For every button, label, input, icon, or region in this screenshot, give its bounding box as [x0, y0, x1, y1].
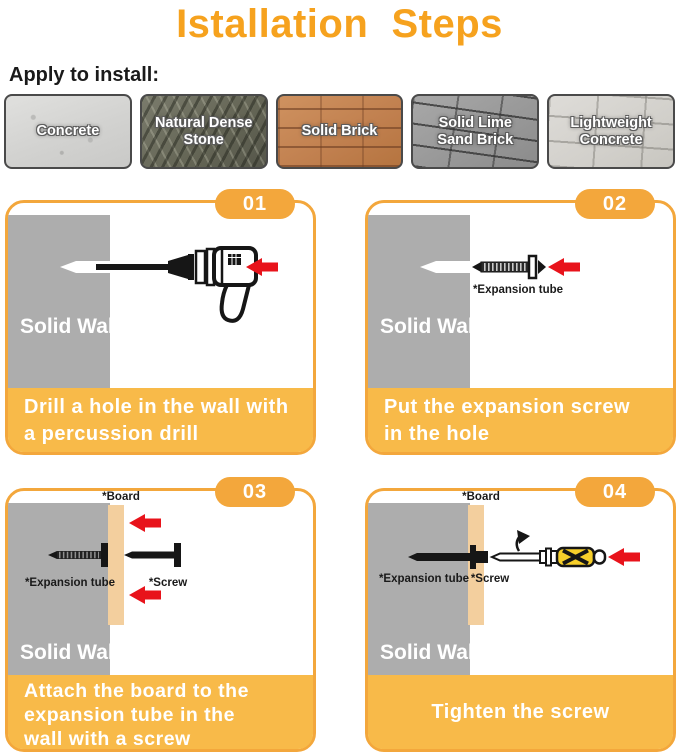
solid-wall-block	[368, 215, 470, 388]
caption-line: Put the expansion screw	[384, 396, 631, 418]
expansion-tube-label: *Expansion tube	[24, 577, 116, 589]
board-label: *Board	[102, 491, 140, 503]
step-number-badge: 04	[575, 477, 655, 507]
step1-illustration	[8, 203, 313, 388]
step-panel-2	[365, 193, 676, 455]
caption-line: in the hole	[384, 423, 490, 445]
solid-wall-label: Solid Wall	[380, 641, 480, 664]
material-label: Lightweight	[570, 115, 652, 132]
caption-line: wall with a screw	[24, 728, 191, 749]
caption-line: Attach the board to the	[24, 680, 249, 702]
caption-line: expansion tube in the	[24, 704, 235, 726]
expansion-tube-label: *Expansion tube	[378, 573, 470, 585]
step-panel-body	[368, 491, 673, 749]
solid-wall-label: Solid Wall	[20, 315, 120, 338]
material-tile-natural-dense-stone	[140, 94, 268, 169]
step-panel-body	[368, 203, 673, 452]
step-number-badge: 01	[215, 189, 295, 219]
step-caption	[8, 388, 313, 452]
material-tile-concrete	[4, 94, 132, 169]
step-panel-1	[5, 193, 316, 455]
material-label: Solid Brick	[301, 123, 378, 140]
step-panel-4	[365, 481, 676, 752]
materials-strip	[0, 94, 679, 169]
screw-label: *Screw	[148, 577, 188, 589]
apply-to-install-heading: Apply to install:	[9, 64, 159, 86]
step3-illustration	[8, 491, 313, 675]
step-caption	[368, 675, 673, 749]
caption-line: Drill a hole in the wall with	[24, 396, 289, 418]
step-number-badge: 02	[575, 189, 655, 219]
screw-icon	[124, 543, 181, 567]
material-tile-solid-lime-sand-brick	[411, 94, 539, 169]
red-arrow-icon	[548, 258, 580, 276]
screwdriver-icon	[492, 530, 605, 566]
solid-wall-label: Solid Wall	[20, 641, 120, 664]
solid-wall-label: Solid Wall	[380, 315, 480, 338]
material-label: Concrete	[36, 123, 100, 140]
board-label: *Board	[462, 491, 500, 503]
material-label: Natural Dense	[154, 115, 253, 132]
step-panel-body	[8, 203, 313, 452]
page-title: Istallation Steps	[176, 2, 503, 46]
red-arrow-icon	[129, 514, 161, 532]
material-label: Solid Lime	[438, 115, 512, 132]
caption-line: a percussion drill	[24, 423, 199, 445]
step2-illustration	[368, 203, 673, 388]
step-caption	[8, 675, 313, 749]
caption-line: Tighten the screw	[431, 701, 610, 723]
material-label: Sand Brick	[437, 131, 514, 148]
step-caption	[368, 388, 673, 452]
material-label: Concrete	[579, 131, 643, 148]
step-panel-3	[5, 481, 316, 752]
step-number-badge: 03	[215, 477, 295, 507]
material-label: Stone	[183, 131, 224, 148]
percussion-drill-icon	[96, 248, 256, 321]
step-panel-body	[8, 491, 313, 749]
expansion-tube-icon	[472, 256, 546, 278]
board	[108, 505, 124, 625]
solid-wall-block	[8, 215, 110, 388]
step4-illustration	[368, 491, 673, 675]
screw-label: *Screw	[470, 573, 510, 585]
expansion-tube-label: *Expansion tube	[472, 284, 564, 296]
material-tile-solid-brick	[276, 94, 404, 169]
red-arrow-icon	[608, 548, 640, 566]
material-tile-lightweight-concrete	[547, 94, 675, 169]
